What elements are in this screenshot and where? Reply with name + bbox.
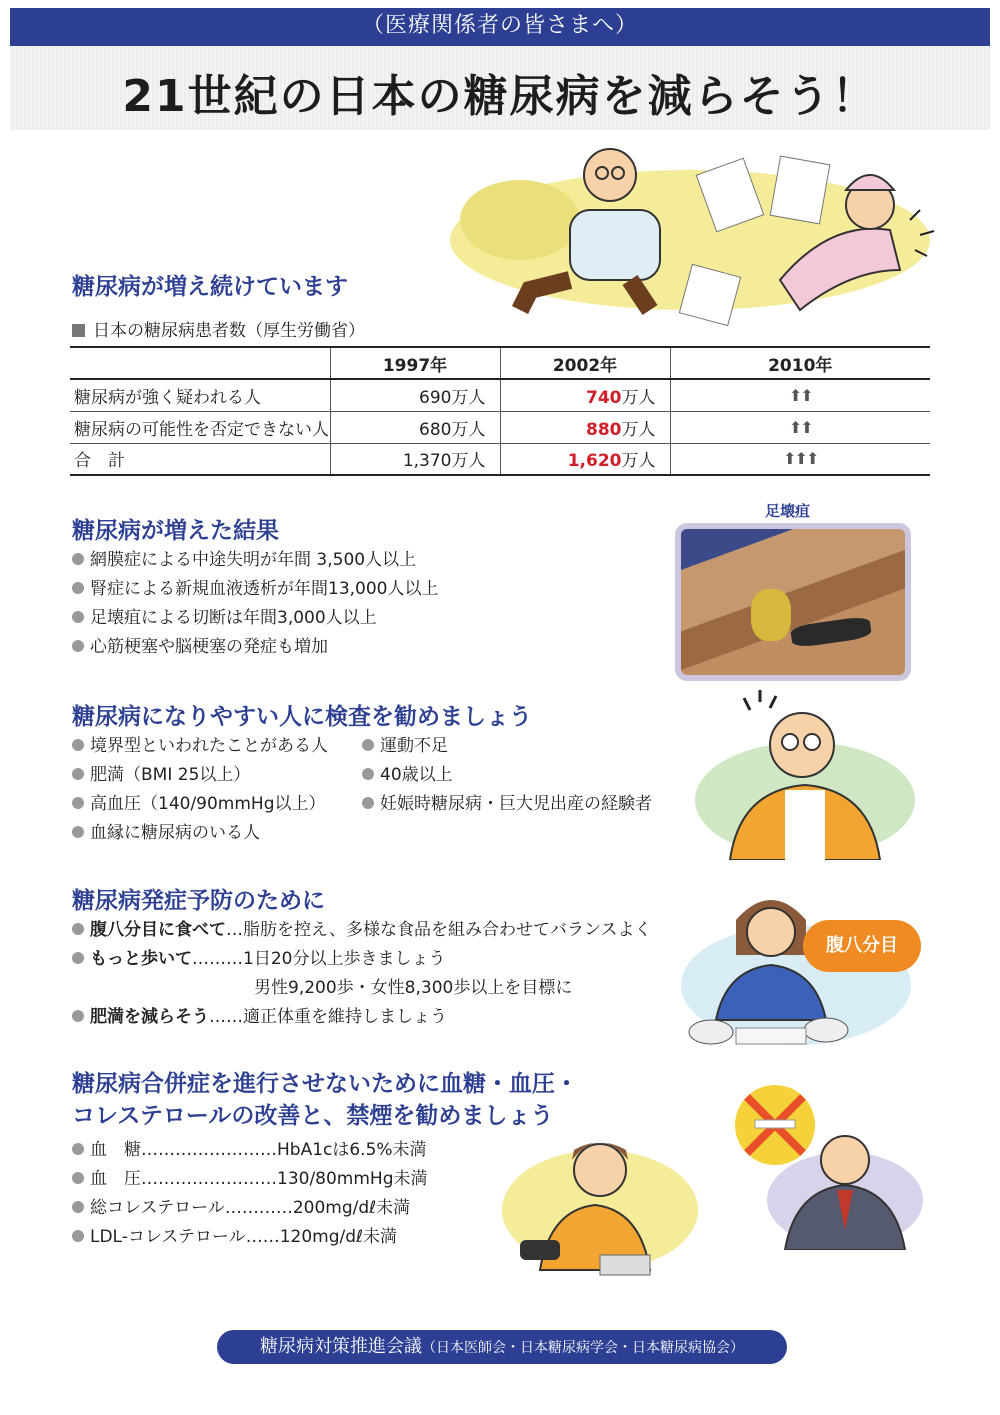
blood-pressure-illustration bbox=[500, 1120, 700, 1280]
bullet-icon bbox=[362, 739, 374, 751]
value-2002-number: 880 bbox=[586, 419, 622, 440]
bullet-icon bbox=[72, 553, 84, 565]
value-1997: 680万人 bbox=[330, 411, 500, 443]
item-term: 肥満を減らそう bbox=[90, 1007, 209, 1027]
results-list bbox=[72, 546, 438, 662]
row-label: 糖尿病が強く疑われる人 bbox=[70, 379, 330, 411]
list-item bbox=[72, 1003, 652, 1032]
list-item-text: 境界型といわれたことがある人 bbox=[90, 736, 328, 756]
value-2002 bbox=[500, 411, 670, 443]
bullet-icon bbox=[72, 1230, 84, 1242]
trend-arrows-icon: ⬆⬆ bbox=[670, 411, 930, 443]
list-item bbox=[362, 761, 652, 790]
bullet-icon bbox=[72, 1010, 84, 1022]
trend-arrows-icon: ⬆⬆⬆ bbox=[670, 443, 930, 475]
list-item-text: 血縁に糖尿病のいる人 bbox=[90, 823, 260, 843]
patient-count-table bbox=[70, 346, 930, 476]
bullet-icon bbox=[72, 826, 84, 838]
section5-heading-line2: コレステロールの改善と、禁煙を勧めましょう bbox=[72, 1103, 554, 1129]
table-header: 2002年 bbox=[500, 347, 670, 379]
foot-gangrene-photo bbox=[675, 523, 911, 681]
row-label: 合 計 bbox=[70, 443, 330, 475]
section5-heading-line1: 糖尿病合併症を進行させないために血糖・血圧・ bbox=[72, 1071, 578, 1097]
item-term: LDL-コレステロール bbox=[90, 1227, 246, 1247]
section4-heading: 糖尿病発症予防のために bbox=[72, 888, 325, 914]
leader-dots: … bbox=[226, 920, 243, 940]
list-item bbox=[72, 761, 328, 790]
item-term: もっと歩いて bbox=[90, 949, 192, 969]
list-item bbox=[72, 633, 438, 662]
list-item-text: 妊娠時糖尿病・巨大児出産の経験者 bbox=[380, 794, 652, 814]
table-row-total bbox=[70, 443, 930, 475]
doctor-nurse-illustration bbox=[450, 140, 950, 340]
list-item bbox=[362, 790, 652, 819]
value-2002 bbox=[500, 443, 670, 475]
section1-heading: 糖尿病が増え続けています bbox=[72, 274, 348, 300]
prevention-list bbox=[72, 916, 652, 1032]
table-header: 1997年 bbox=[330, 347, 500, 379]
leader-dots: ………… bbox=[224, 1198, 293, 1218]
risk-list-right bbox=[362, 732, 652, 819]
list-item bbox=[72, 546, 438, 575]
table-row bbox=[70, 411, 930, 443]
list-item bbox=[72, 1223, 428, 1252]
item-desc: 1日20分以上歩きましょう bbox=[243, 949, 446, 969]
value-1997: 1,370万人 bbox=[330, 443, 500, 475]
leader-dots: …………………… bbox=[141, 1140, 277, 1160]
value-2002-number: 1,620 bbox=[567, 451, 622, 472]
targets-list bbox=[72, 1136, 428, 1252]
section2-heading: 糖尿病が増えた結果 bbox=[72, 518, 279, 544]
list-item bbox=[72, 575, 438, 604]
list-item bbox=[72, 790, 328, 819]
title-band bbox=[10, 46, 990, 130]
bullet-icon bbox=[72, 768, 84, 780]
leader-dots: …… bbox=[209, 1007, 243, 1027]
list-item bbox=[72, 819, 328, 848]
item-desc: 男性9,200歩・女性8,300歩以上を目標に bbox=[254, 978, 573, 998]
table-row bbox=[70, 379, 930, 411]
list-item-text: 足壊疽による切断は年間3,000人以上 bbox=[90, 608, 377, 628]
necrosis-mark bbox=[790, 616, 872, 649]
bullet-icon bbox=[72, 923, 84, 935]
bullet-icon bbox=[72, 1143, 84, 1155]
leader-dots: …………………… bbox=[141, 1169, 277, 1189]
wound-mark bbox=[751, 589, 791, 641]
value-2002-unit: 万人 bbox=[621, 387, 656, 408]
bullet-icon bbox=[72, 640, 84, 652]
footer-org-name: 糖尿病対策推進会議 bbox=[260, 1336, 422, 1357]
bullet-icon bbox=[362, 768, 374, 780]
row-label: 糖尿病の可能性を否定できない人 bbox=[70, 411, 330, 443]
value-2002-unit: 万人 bbox=[621, 451, 656, 472]
item-value: HbA1cは6.5%未満 bbox=[277, 1140, 427, 1160]
list-item bbox=[72, 604, 438, 633]
list-item-text: 高血圧（140/90mmHg以上） bbox=[90, 794, 326, 814]
list-item-text: 40歳以上 bbox=[380, 765, 453, 785]
list-item bbox=[72, 1194, 428, 1223]
risk-list-left bbox=[72, 732, 328, 848]
square-bullet-icon bbox=[72, 324, 85, 337]
bullet-icon bbox=[72, 952, 84, 964]
list-item-text: 腎症による新規血液透析が年間13,000人以上 bbox=[90, 579, 439, 599]
table-caption bbox=[72, 316, 365, 341]
value-2002 bbox=[500, 379, 670, 411]
leader-dots: ……… bbox=[192, 949, 243, 969]
footer-organization bbox=[217, 1330, 787, 1364]
list-item bbox=[72, 1165, 428, 1194]
table-header: 2010年 bbox=[670, 347, 930, 379]
bullet-icon bbox=[362, 797, 374, 809]
bullet-icon bbox=[72, 797, 84, 809]
list-item-text: 網膜症による中途失明が年間 3,500人以上 bbox=[90, 550, 417, 570]
item-term: 総コレステロール bbox=[90, 1198, 225, 1218]
list-item-text: 肥満（BMI 25以上） bbox=[90, 765, 251, 785]
list-item-text: 心筋梗塞や脳梗塞の発症も増加 bbox=[90, 637, 328, 657]
item-desc: 脂肪を控え、多様な食品を組み合わせてバランスよく bbox=[243, 920, 652, 940]
audience-text: （医療関係者の皆さまへ） bbox=[361, 13, 638, 38]
table-header-row bbox=[70, 347, 930, 379]
section3-heading: 糖尿病になりやすい人に検査を勧めましょう bbox=[72, 704, 532, 730]
bullet-icon bbox=[72, 1201, 84, 1213]
list-item-continued bbox=[72, 974, 652, 1003]
item-term: 腹八分目に食べて bbox=[90, 920, 226, 940]
trend-arrows-icon: ⬆⬆ bbox=[670, 379, 930, 411]
page-title: 21世紀の日本の糖尿病を減らそう！ bbox=[122, 71, 878, 122]
bullet-icon bbox=[72, 582, 84, 594]
table-caption-text: 日本の糖尿病患者数（厚生労働省） bbox=[93, 321, 365, 341]
list-item bbox=[72, 1136, 428, 1165]
audience-banner bbox=[10, 8, 990, 46]
value-2002-number: 740 bbox=[586, 387, 622, 408]
item-value: 130/80mmHg未満 bbox=[277, 1169, 428, 1189]
photo-caption: 足壊疽 bbox=[765, 502, 811, 520]
item-term: 血 糖 bbox=[90, 1140, 141, 1160]
leader-dots: …… bbox=[245, 1227, 280, 1247]
item-value: 200mg/dℓ未満 bbox=[292, 1198, 411, 1218]
item-value: 120mg/dℓ未満 bbox=[279, 1227, 398, 1247]
list-item-text: 運動不足 bbox=[380, 736, 448, 756]
list-item bbox=[72, 732, 328, 761]
no-smoking-illustration bbox=[725, 1080, 925, 1250]
value-1997: 690万人 bbox=[330, 379, 500, 411]
hara-hachibu-badge: 腹八分目 bbox=[803, 920, 921, 972]
footer-members: （日本医師会・日本糖尿病学会・日本糖尿病協会） bbox=[422, 1340, 744, 1356]
item-desc: 適正体重を維持しましょう bbox=[243, 1007, 447, 1027]
list-item bbox=[72, 945, 652, 974]
list-item bbox=[362, 732, 652, 761]
thinking-man-illustration bbox=[690, 690, 920, 860]
list-item bbox=[72, 916, 652, 945]
bullet-icon bbox=[72, 1172, 84, 1184]
bullet-icon bbox=[72, 739, 84, 751]
item-term: 血 圧 bbox=[90, 1169, 141, 1189]
table-header bbox=[70, 347, 330, 379]
value-2002-unit: 万人 bbox=[621, 419, 656, 440]
bullet-icon bbox=[72, 611, 84, 623]
